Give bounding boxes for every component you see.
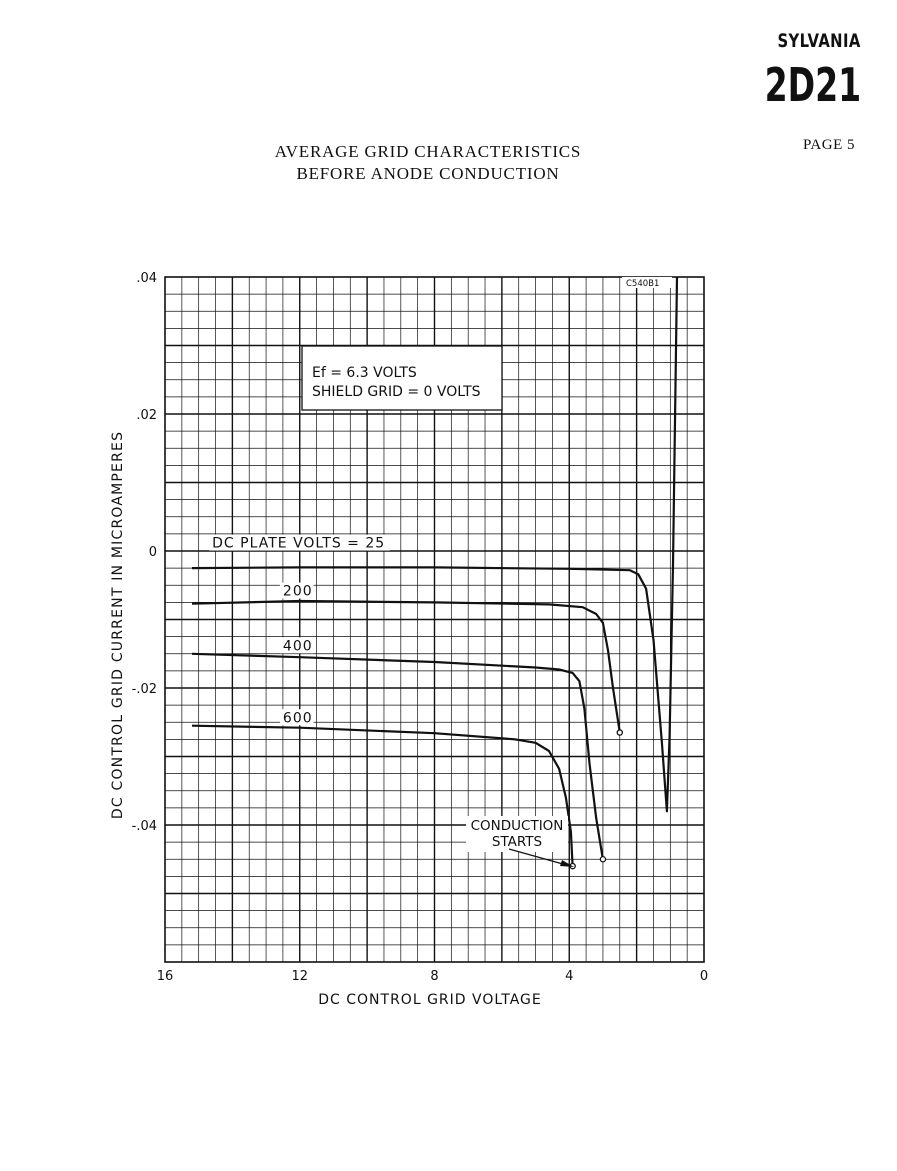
series-label: DC PLATE VOLTS = 25: [212, 535, 386, 552]
x-tick-label: 12: [291, 969, 309, 984]
condition-shield-grid: SHIELD GRID = 0 VOLTS: [312, 384, 481, 400]
y-axis-label: DC CONTROL GRID CURRENT IN MICROAMPERES: [110, 430, 126, 820]
annotation-line-2: STARTS: [491, 834, 543, 850]
y-tick-label: -.02: [131, 682, 157, 697]
conditions-box: [302, 346, 502, 410]
brand-name: SYLVANIA: [777, 30, 861, 52]
series-label: 200: [282, 583, 313, 600]
x-tick-label: 8: [430, 969, 439, 984]
y-tick-label: -.04: [131, 819, 157, 834]
series-label: 600: [282, 710, 313, 727]
tube-model: 2D21: [764, 58, 861, 112]
page-number: PAGE 5: [802, 137, 855, 153]
condition-filament: Ef = 6.3 VOLTS: [312, 365, 417, 381]
x-axis-label: DC CONTROL GRID VOLTAGE: [318, 992, 542, 1008]
y-tick-label: 0: [148, 545, 157, 560]
chart-title: AVERAGE GRID CHARACTERISTICS: [274, 142, 582, 161]
annotation-line-1: CONDUCTION: [470, 818, 564, 834]
series-line: [192, 601, 620, 733]
conduction-start-point: [617, 730, 622, 735]
x-tick-label: 0: [699, 969, 709, 984]
x-tick-label: 16: [156, 969, 174, 984]
chart-code: [622, 277, 672, 289]
y-tick-label: .04: [136, 271, 157, 286]
chart-subtitle: BEFORE ANODE CONDUCTION: [296, 164, 560, 183]
y-tick-label: .02: [136, 408, 157, 423]
conduction-start-point: [600, 857, 605, 862]
chart-code-text: C540B1: [626, 279, 660, 289]
x-tick-label: 4: [565, 969, 574, 984]
series-label: 400: [282, 638, 313, 655]
